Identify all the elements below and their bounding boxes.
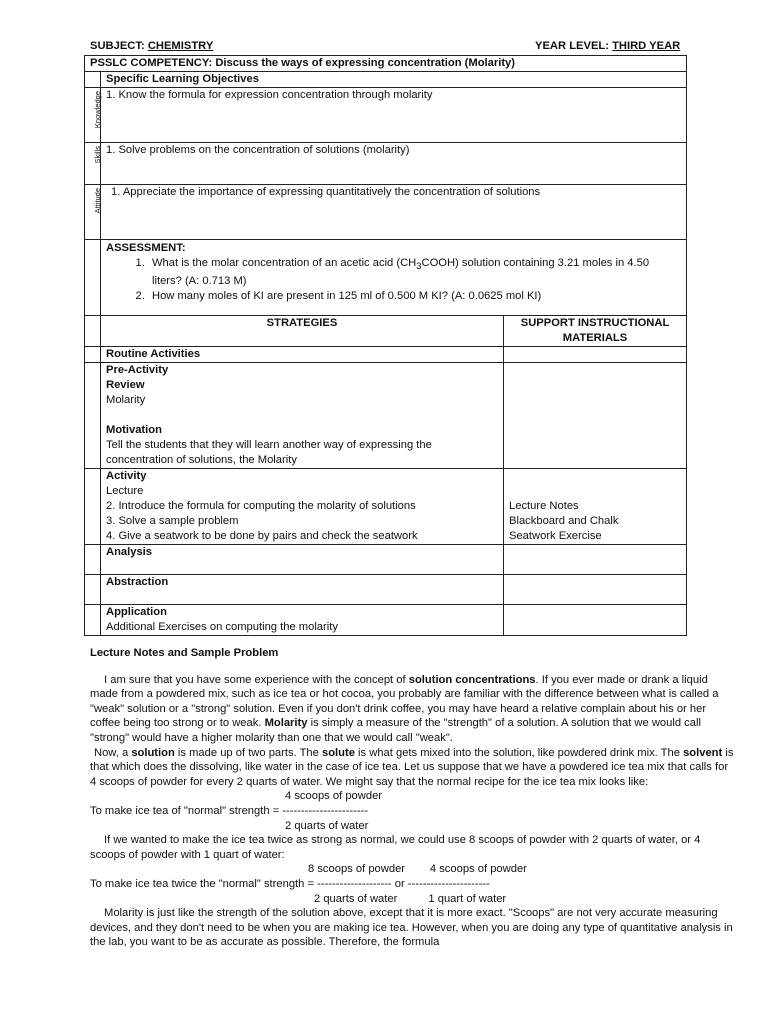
materials-cell [504,363,687,469]
formula-denominator: 2 quarts of water 1 quart of water [314,892,507,905]
domain-skills-label: Skills [93,146,102,164]
formula-numerator: 8 scoops of powder 4 scoops of powder [308,863,527,876]
materials-cell [504,575,687,605]
notes-paragraph: Now, a solution is made up of two parts. The solute is what gets mixed into the solution, like powdered drink mix. The solvent is that which does the dissolving, like water in the case of ice tea. Let us suppose that we have a powdered ice tea mix that calls for 4 scoops of powder for every 2 quarts of water. We might say that the normal recipe for the ice tea mix looks like: [90,746,734,788]
lesson-plan-table [84,55,687,636]
lecture-notes-title: Lecture Notes and Sample Problem [90,647,279,659]
spacer-cell [85,72,101,88]
subject-heading [90,40,213,52]
year-level-heading [535,40,680,52]
activity-line: 3. Solve a sample problem [106,515,239,527]
subject-value: CHEMISTRY [147,40,214,52]
lecture-notes [90,646,736,950]
domain-skills-label-cell [85,143,101,185]
spacer-cell [85,575,101,605]
domain-knowledge-label: Knowledge [93,91,102,129]
objectives-title: Specific Learning Objectives [101,72,687,88]
motivation-heading: Motivation [106,424,162,436]
activity-line: Lecture [106,485,144,497]
domain-knowledge-objective: 1. Know the formula for expression concentration through molarity [101,88,687,143]
assessment-question: 1. What is the molar concentration of an acetic acid $(CH_3COOH)$ solution containing 3.21 moles in 4.50 liters? (A: 0.713 M) [148,256,681,289]
formula-denominator: 2 quarts of water [285,819,369,832]
spacer-cell [85,469,101,545]
year-level-label: YEAR LEVEL: [535,40,613,52]
materials-cell [504,605,687,636]
activity-line: 2. Introduce the formula for computing the molarity of solutions [106,500,416,512]
application-cell [101,605,504,636]
assessment-questions [106,256,681,304]
notes-paragraph: Molarity is just like the strength of the solution above, except that it is more exact. "Scoops" are not very accurate measuring devices, and they don't need to be when you are making ice tea. However, when you are doing any type of quantitative analysis in the lab, you want to be as accurate as possible. Therefore, the formula [90,907,733,949]
spacer-cell [85,347,101,363]
review-heading: Review [106,379,145,391]
review-text: Molarity [106,394,146,406]
motivation-text: Tell the students that they will learn another way of expressing the concentration of solutions, the Molarity [106,439,432,466]
domain-attitude-label-cell [85,185,101,240]
domain-knowledge-label-cell [85,88,101,143]
application-heading: Application [106,606,167,618]
abstraction-heading: Abstraction [101,575,504,605]
routine-activities: Routine Activities [101,347,504,363]
notes-paragraph: If we wanted to make the ice tea twice as strong as normal, we could use 8 scoops of powder with 2 quarts of water, or 4 scoops of powder with 1 quart of water: [90,834,701,861]
formula-numerator: 4 scoops of powder [285,790,383,803]
spacer-cell [85,316,101,347]
spacer-cell [85,545,101,575]
formula-line: To make ice tea twice the "normal" strength = -------------------- or ---------------------- [90,877,490,890]
materials-cell [504,347,687,363]
competency: PSSLC COMPETENCY: Discuss the ways of expressing concentration (Molarity) [85,56,687,72]
material-item: Seatwork Exercise [509,530,602,542]
assessment-question: 2. How many moles of KI are present in 125 ml of 0.500 M KI? (A: 0.0625 mol KI) [148,289,681,304]
pre-activity-heading: Pre-Activity [106,364,169,376]
spacer-cell [85,605,101,636]
assessment-title: ASSESSMENT: [106,242,186,254]
application-text: Additional Exercises on computing the molarity [106,621,338,633]
domain-attitude-label: Attitude [93,188,102,214]
activity-materials-cell [504,469,687,545]
materials-cell [504,545,687,575]
formula-line: To make ice tea of "normal" strength = ----------------------- [90,804,369,817]
activity-line: 4. Give a seatwork to be done by pairs and check the seatwork [106,530,418,542]
strategies-header: STRATEGIES [101,316,504,347]
activity-cell [101,469,504,545]
notes-paragraph: I am sure that you have some experience with the concept of solution concentrations. If you ever made or drank a liquid made from a powdered mix, such as ice tea or hot cocoa, you probably are familiar with the difference between what is called a "weak" solution or a "strong" solution. Even if you don't drink coffee, you may have heard a relative complain about his or her coffee being too strong or to weak. Molarity is simply a measure of the "strength" of a solution. A solution that we would call "strong" would have a higher molarity than one that we would call "weak". [90,673,719,744]
subject-label: SUBJECT: [90,40,148,52]
analysis-heading: Analysis [101,545,504,575]
activity-heading: Activity [106,470,147,482]
material-item: Blackboard and Chalk [509,515,619,527]
domain-skills-objective: 1. Solve problems on the concentration of solutions (molarity) [101,143,687,185]
pre-activity-cell [101,363,504,469]
material-item: Lecture Notes [509,500,579,512]
year-level-value: THIRD YEAR [612,40,681,52]
spacer-cell [85,363,101,469]
spacer-cell [85,240,101,316]
domain-attitude-objective: 1. Appreciate the importance of expressing quantitatively the concentration of solutions [101,185,687,240]
materials-header: SUPPORT INSTRUCTIONAL MATERIALS [504,316,687,347]
assessment [101,240,687,316]
